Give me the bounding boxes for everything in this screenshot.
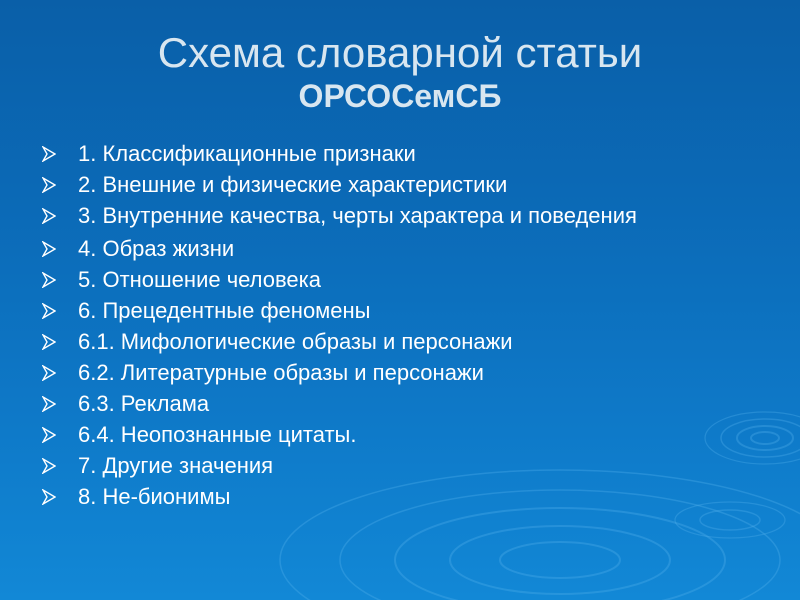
arrowhead-bullet-icon [42,458,56,474]
arrowhead-bullet-icon [42,208,56,224]
bullet-text: 2. Внешние и физические характеристики [78,172,508,197]
bullet-item [42,142,662,166]
bullet-item [42,173,662,197]
bullet-text: 6.2. Литературные образы и персонажи [78,360,484,385]
bullet-text: 1. Классификационные признаки [78,141,416,166]
bullet-list [42,142,662,516]
slide-subtitle: ОРСОСемСБ [298,78,502,114]
arrowhead-bullet-icon [42,146,56,162]
bullet-item [42,392,662,416]
title-block [0,28,800,114]
arrowhead-bullet-icon [42,241,56,257]
bullet-item [42,268,662,292]
bullet-item [42,454,662,478]
bullet-text: 6.3. Реклама [78,391,210,416]
arrowhead-bullet-icon [42,177,56,193]
bullet-text: 8. Не-бионимы [78,484,231,509]
arrowhead-bullet-icon [42,334,56,350]
bullet-item [42,361,662,385]
slide-title: Схема словарной статьи [157,29,643,76]
bullet-text: 3. Внутренние качества, черты характера и поведения [78,203,637,228]
bullet-item [42,237,662,261]
bullet-text: 6.1. Мифологические образы и персонажи [78,329,513,354]
arrowhead-bullet-icon [42,427,56,443]
bullet-text: 4. Образ жизни [78,236,235,261]
bullet-item [42,485,662,509]
bullet-text: 6.4. Неопознанные цитаты. [78,422,357,447]
bullet-item [42,299,662,323]
arrowhead-bullet-icon [42,303,56,319]
bullet-text: 5. Отношение человека [78,267,322,292]
arrowhead-bullet-icon [42,272,56,288]
bullet-item [42,423,662,447]
bullet-item [42,330,662,354]
arrowhead-bullet-icon [42,396,56,412]
bullet-text: 7. Другие значения [78,453,274,478]
bullet-item [42,204,662,228]
arrowhead-bullet-icon [42,489,56,505]
bullet-text: 6. Прецедентные феномены [78,298,371,323]
arrowhead-bullet-icon [42,365,56,381]
